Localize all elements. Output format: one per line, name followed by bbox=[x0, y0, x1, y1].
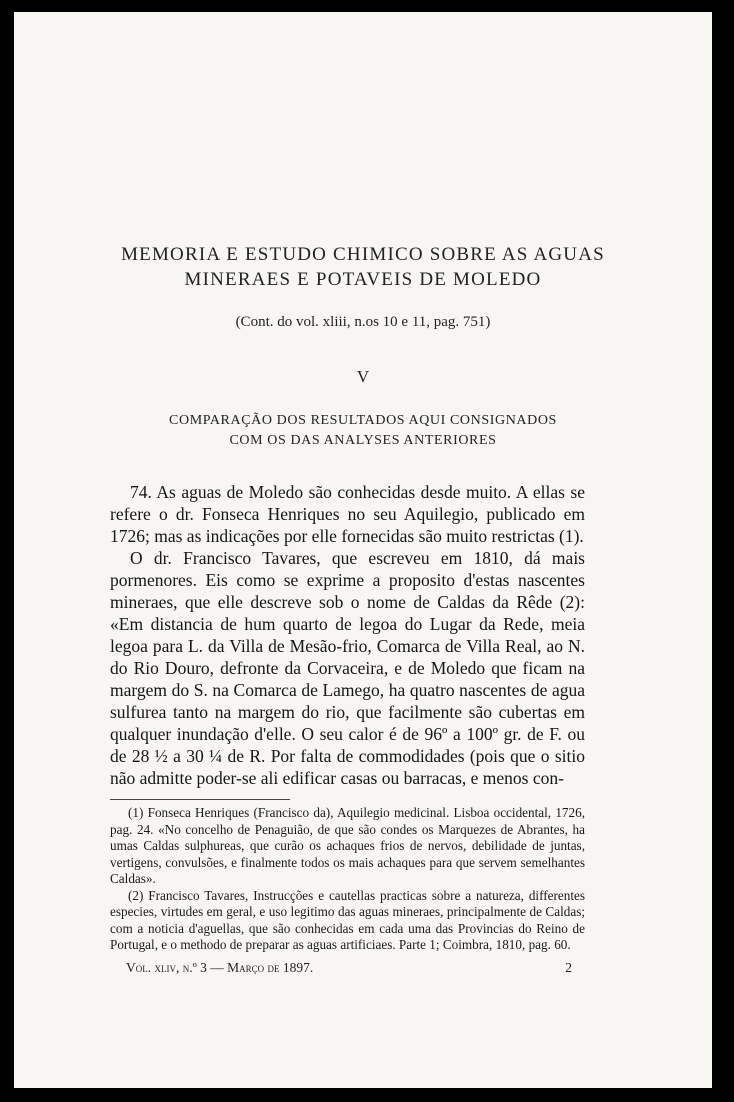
continuation-note: (Cont. do vol. xliii, n.os 10 e 11, pag. 751) bbox=[235, 314, 491, 330]
title-line-1: MEMORIA E ESTUDO CHIMICO SOBRE AS AGUAS bbox=[121, 244, 605, 265]
section-title-line-2: COM OS DAS ANALYSES ANTERIORES bbox=[229, 433, 497, 448]
section-title bbox=[14, 411, 712, 451]
section-title-line-1: COMPARAÇÃO DOS RESULTADOS AQUI CONSIGNADOS bbox=[169, 413, 557, 428]
page-footer bbox=[126, 960, 572, 976]
footnote-2: (2) Francisco Tavares, Instrucções e cautellas practicas sobre a natureza, differentes especies, virtudes em geral, e uso legitimo das aguas mineraes, principalmente de Caldas; com a noticia d'aguellas, que são conhecidas em cada uma das Provincias do Reino de Portugal, e o methodo de preparar as aguas artificiaes. Parte 1; Coimbra, 1810, pag. 60. bbox=[110, 887, 585, 952]
document-page bbox=[14, 12, 712, 1088]
volume-info: Vol. xliv, n.º 3 — Março de 1897. bbox=[126, 960, 314, 975]
title-line-2: MINERAES E POTAVEIS DE MOLEDO bbox=[184, 269, 542, 290]
paragraph-tavares: O dr. Francisco Tavares, que escreveu em 1810, dá mais pormenores. Eis como se exprime a proposito d'estas nascentes mineraes, que elle descreve sob o nome de Caldas da Rêde (2): «Em distancia de hum quarto de legoa do Lugar da Rede, meia legoa para L. da Villa de Mesão-frio, Comarca de Villa Real, ao N. do Rio Douro, defronte da Corvaceira, e de Moledo que ficam na margem do S. na Comarca de Lamego, ha quatro nascentes de agua sulfurea tanto na margem do rio, que facilmente são cubertas em qualquer inundação d'elle. O seu calor é de 96º a 100º gr. de F. ou de 28 ½ a 30 ¼ de R. Por falta de commodidades (pois que o sitio não admitte poder-se ali edificar casas ou barracas, e menos con- bbox=[110, 548, 585, 788]
section-number: V bbox=[356, 367, 370, 386]
footnotes bbox=[110, 805, 585, 954]
paragraph-74: 74. As aguas de Moledo são conhecidas desde muito. A ellas se refere o dr. Fonseca Henriques no seu Aquilegio, publicado em 1726; mas as indicações por elle fornecidas são muito restrictas (1). bbox=[110, 482, 585, 546]
footnote-divider bbox=[110, 799, 290, 800]
page-number: 2 bbox=[565, 960, 572, 975]
footnote-1: (1) Fonseca Henriques (Francisco da), Aquilegio medicinal. Lisboa occidental, 1726, pag. 24. «No concelho de Penaguião, de que são condes os Marquezes de Abrantes, ha umas Caldas sulphureas, que curão os achaques frios de nervos, debilidade de juntas, vertigens, convulsões, e finalmente todos os mais achaques para que servem semelhantes Caldas». bbox=[110, 805, 585, 886]
body-text bbox=[110, 481, 585, 789]
article-title bbox=[14, 242, 712, 292]
